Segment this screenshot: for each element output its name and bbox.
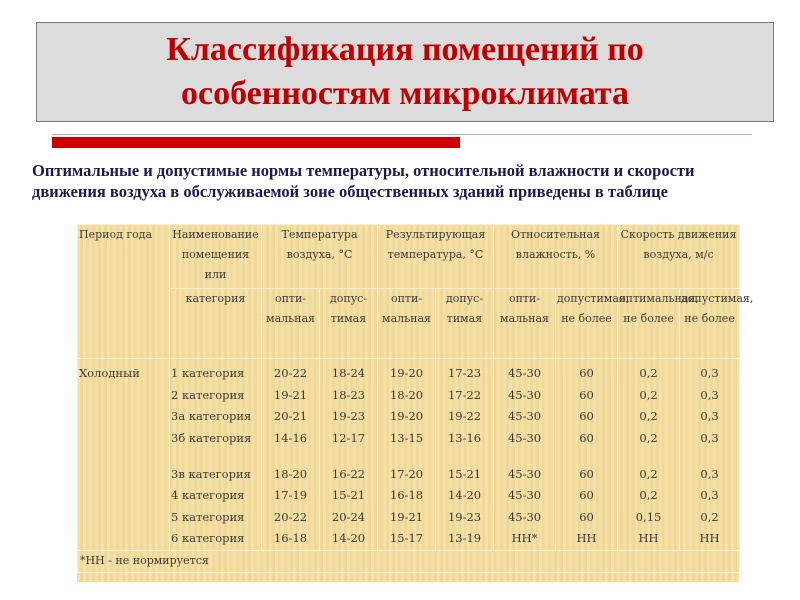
table-cell-cat: 5 категория: [171, 509, 245, 524]
table-cell-r_allow: 17-23: [447, 366, 482, 380]
header-temperature: Температура воздуха, °С: [262, 225, 378, 289]
table-cell-s_allow: 0,3: [700, 387, 719, 402]
table-cell-s_allow: 0,3: [700, 366, 719, 380]
table-cell-r_allow: 19-22: [447, 409, 482, 423]
footnote: *НН - не нормируется: [78, 550, 740, 572]
table-cell-s_allow: 0,3: [700, 409, 719, 423]
header-air-speed: Скорость движения воздуха, м/с: [618, 225, 740, 289]
header-temp-optimal: опти-мальная: [262, 289, 320, 359]
group-spacer: [495, 449, 554, 464]
header-temp-allowed: допус-тимая: [320, 289, 378, 359]
table-cell-t_opt: 19-21: [273, 387, 308, 402]
table-cell-r_opt: 15-17: [389, 531, 424, 545]
table-cell-h_allow: 60: [579, 409, 594, 423]
table-cell-cat: 3а категория: [171, 409, 252, 423]
table-cell-cat: 6 категория: [171, 531, 245, 545]
group-spacer: [681, 449, 738, 464]
table-cell-r_opt: 19-20: [389, 409, 424, 423]
table-cell-s_opt: НН: [638, 531, 659, 545]
header-room: Наименование помещения или: [170, 225, 262, 289]
table-cell-h_allow: 60: [579, 366, 594, 380]
norms-table-image: [77, 224, 754, 582]
table-cell-s_allow: 0,3: [700, 466, 719, 481]
norms-table: [77, 224, 754, 573]
column-humidity-allowed: [556, 359, 618, 551]
table-cell-cat: 3в категория: [171, 466, 251, 481]
table-cell-r_allow: 13-19: [447, 531, 482, 545]
table-cell-cat: 3б категория: [171, 430, 252, 445]
table-cell-t_allow: 18-23: [331, 387, 366, 402]
table-cell-t_allow: 20-24: [331, 509, 366, 524]
table-cell-t_opt: 20-21: [273, 409, 308, 423]
group-spacer: [379, 449, 434, 464]
period-cell: [78, 359, 170, 551]
table-cell-r_opt: 19-21: [389, 509, 424, 524]
table-cell-t_allow: 16-22: [331, 466, 366, 481]
header-humidity: Относительная влажность, %: [494, 225, 618, 289]
table-cell-t_opt: 20-22: [273, 366, 308, 380]
table-cell-t_allow: 12-17: [331, 430, 366, 445]
table-cell-r_allow: 15-21: [447, 466, 482, 481]
column-humidity-optimal: [494, 359, 556, 551]
table-cell-cat: 1 категория: [171, 366, 245, 380]
table-cell-t_opt: 18-20: [273, 466, 308, 481]
header-resultant-optimal: опти-мальная: [378, 289, 436, 359]
header-resultant-allowed: допус-тимая: [436, 289, 494, 359]
table-cell-s_allow: 0,2: [700, 509, 719, 524]
table-cell-h_opt: 45-30: [507, 366, 542, 380]
table-cell-h_allow: 60: [579, 466, 594, 481]
table-cell-r_allow: 19-23: [447, 509, 482, 524]
table-cell-t_opt: 14-16: [273, 430, 308, 445]
group-spacer: [321, 449, 376, 464]
table-cell-t_allow: 14-20: [331, 531, 366, 545]
table-cell-h_opt: 45-30: [507, 409, 542, 423]
table-cell-r_allow: 14-20: [447, 488, 482, 502]
table-cell-t_opt: 20-22: [273, 509, 308, 524]
group-spacer: [619, 449, 678, 464]
table-cell-h_opt: 45-30: [507, 488, 542, 502]
group-spacer: [437, 449, 492, 464]
header-category: категория: [170, 289, 262, 359]
group-spacer: [557, 449, 616, 464]
period-value: Холодный: [79, 366, 140, 380]
column-category: [170, 359, 262, 551]
table-cell-r_opt: 18-20: [389, 387, 424, 402]
table-cell-r_allow: 13-16: [447, 430, 482, 445]
column-temp-optimal: [262, 359, 320, 551]
table-cell-h_allow: 60: [579, 387, 594, 402]
table-cell-s_opt: 0,2: [639, 366, 658, 380]
group-spacer: [171, 449, 260, 464]
column-speed-allowed: [680, 359, 740, 551]
table-cell-s_opt: 0,2: [639, 466, 658, 481]
header-speed-optimal: оптимальная, не более: [618, 289, 680, 359]
table-cell-r_opt: 13-15: [389, 430, 424, 445]
table-cell-cat: 2 категория: [171, 387, 245, 402]
column-speed-optimal: [618, 359, 680, 551]
column-temp-allowed: [320, 359, 378, 551]
group-spacer: [263, 449, 318, 464]
intro-text: Оптимальные и допустимые нормы температуры, относительной влажности и скорости движения воздуха в обслуживаемой зоне общественных зданий приведены в таблице: [32, 161, 695, 201]
table-cell-s_opt: 0,2: [639, 430, 658, 445]
table-cell-t_allow: 19-23: [331, 409, 366, 423]
table-cell-s_allow: 0,3: [700, 430, 719, 445]
slide-title: Классификация помещений по особенностям микроклимата: [166, 31, 644, 112]
table-cell-s_allow: НН: [699, 531, 720, 545]
table-cell-s_opt: 0,2: [639, 387, 658, 402]
table-cell-h_opt: НН*: [511, 531, 538, 545]
table-cell-s_opt: 0,2: [639, 409, 658, 423]
header-period: Период года: [78, 225, 170, 359]
table-cell-h_opt: 45-30: [507, 387, 542, 402]
column-resultant-allowed: [436, 359, 494, 551]
header-resultant-temperature: Результирующая температура, °С: [378, 225, 494, 289]
table-cell-h_opt: 45-30: [507, 466, 542, 481]
column-resultant-optimal: [378, 359, 436, 551]
header-speed-allowed: допустимая, не более: [680, 289, 740, 359]
table-cell-h_allow: 60: [579, 509, 594, 524]
table-cell-cat: 4 категория: [171, 488, 245, 502]
table-cell-h_allow: 60: [579, 488, 594, 502]
table-body-row: [78, 359, 740, 551]
accent-bar: [52, 137, 460, 148]
divider-line: [52, 134, 752, 135]
table-cell-t_opt: 17-19: [273, 488, 308, 502]
table-cell-t_allow: 18-24: [331, 366, 366, 380]
table-cell-h_allow: НН: [576, 531, 597, 545]
table-cell-t_allow: 15-21: [331, 488, 366, 502]
table-cell-h_opt: 45-30: [507, 509, 542, 524]
title-box: [36, 22, 774, 122]
table-cell-r_opt: 19-20: [389, 366, 424, 380]
table-cell-r_opt: 16-18: [389, 488, 424, 502]
table-cell-r_allow: 17-22: [447, 387, 482, 402]
table-cell-h_allow: 60: [579, 430, 594, 445]
header-humidity-allowed: допустимая, не более: [556, 289, 618, 359]
table-cell-t_opt: 16-18: [273, 531, 308, 545]
table-cell-r_opt: 17-20: [389, 466, 424, 481]
table-cell-s_opt: 0,2: [639, 488, 658, 502]
table-cell-s_opt: 0,15: [635, 509, 662, 524]
header-humidity-optimal: опти-мальная: [494, 289, 556, 359]
table-cell-s_allow: 0,3: [700, 488, 719, 502]
table-cell-h_opt: 45-30: [507, 430, 542, 445]
